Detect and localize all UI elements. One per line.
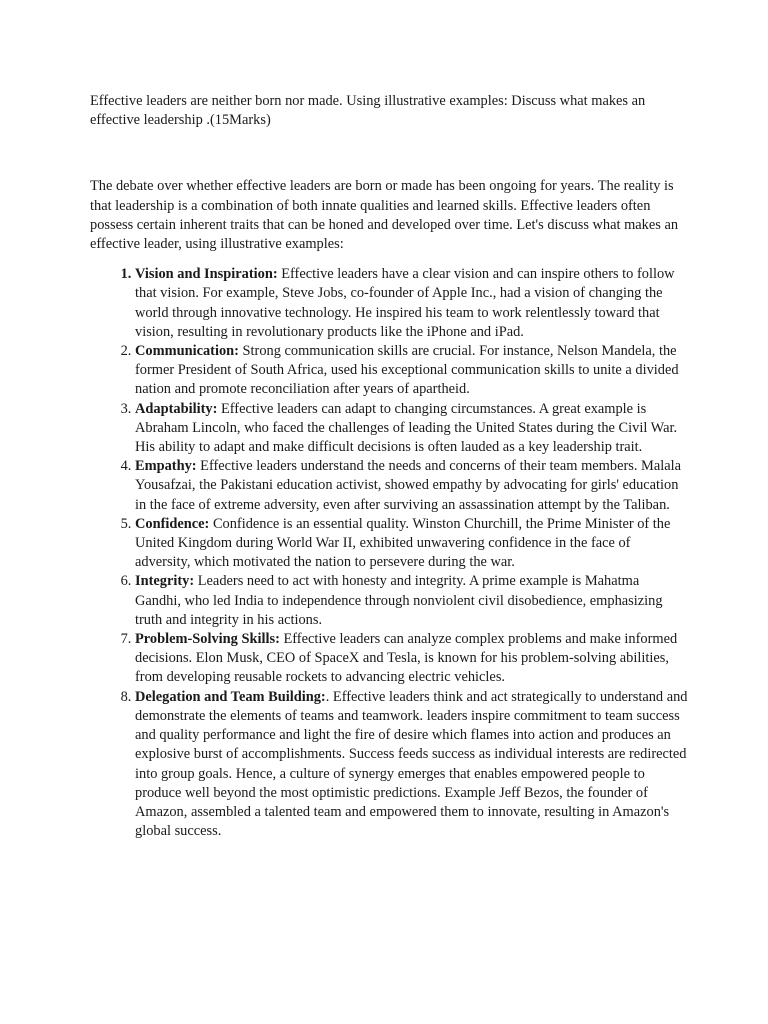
point-term: Vision and Inspiration: <box>135 266 278 283</box>
point-term: Delegation and Team Building: <box>135 688 326 705</box>
list-item <box>135 572 688 630</box>
point-term: Empathy: <box>135 458 197 475</box>
point-text: Effective leaders have a clear vision and can inspire others to follow that vision. For example, Steve Jobs, co-founder of Apple Inc., had a vision of changing the world through innovative technology. He inspired his team to work relentlessly toward that vision, resulting in revolutionary products like the iPhone and iPad. <box>135 266 675 340</box>
list-item <box>135 400 688 458</box>
point-term: Integrity: <box>135 573 195 590</box>
point-term: Communication: <box>135 343 239 360</box>
point-text: Strong communication skills are crucial. For instance, Nelson Mandela, the former President of South Africa, used his exceptional communication skills to unite a divided nation and promote reconciliation after years of apartheid. <box>135 343 679 398</box>
point-text: Confidence is an essential quality. Winston Churchill, the Prime Minister of the United Kingdom during World War II, exhibited unwavering confidence in the face of adversity, which motivated the nation to persevere during the war. <box>135 515 671 571</box>
point-term: Confidence: <box>135 515 210 532</box>
list-item <box>135 457 688 515</box>
list-item <box>135 688 688 842</box>
point-text: Effective leaders can analyze complex problems and make informed decisions. Elon Musk, CEO of SpaceX and Tesla, is known for his problem-solving abilities, from developing reusable rockets to advancing electric vehicles. <box>135 631 678 686</box>
list-item <box>135 515 688 573</box>
point-text: Leaders need to act with honesty and integrity. A prime example is Mahatma Gandhi, who led India to independence through nonviolent civil disobedience, emphasizing truth and integrity in his actions. <box>135 573 663 628</box>
leadership-points-list <box>90 265 688 841</box>
point-text: Effective leaders understand the needs and concerns of their team members. Malala Yousafzai, the Pakistani education activist, showed empathy by advocating for girls' education in the face of extreme adversity, even after surviving an assassination attempt by the Taliban. <box>135 458 681 513</box>
question-text: Effective leaders are neither born nor made. Using illustrative examples: Discuss what makes an effective leadership .(15Marks) <box>90 93 646 129</box>
intro-paragraph: The debate over whether effective leaders are born or made has been ongoing for years. The reality is that leadership is a combination of both innate qualities and learned skills. Effective leaders often possess certain inherent traits that can be honed and developed over time. Let's discuss what makes an effective leader, using illustrative examples: <box>90 178 679 253</box>
point-text: Effective leaders can adapt to changing circumstances. A great example is Abraham Lincoln, who faced the challenges of leading the United States during the Civil War. His ability to adapt and make difficult decisions is often lauded as a key leadership trait. <box>135 400 678 456</box>
point-term: Problem-Solving Skills: <box>135 631 280 648</box>
point-term: Adaptability: <box>135 400 218 417</box>
list-item <box>135 265 688 342</box>
list-item <box>135 342 688 400</box>
list-item <box>135 630 688 688</box>
point-text: . Effective leaders think and act strategically to understand and demonstrate the elements of teams and teamwork. leaders inspire commitment to team success and quality performance and light the fire of desire which flames into action and produces an explosive burst of accomplishments. Success feeds success as individual interests are redirected into group goals. Hence, a culture of synergy emerges that enables empowered people to produce well beyond the most optimistic predictions. Example Jeff Bezos, the founder of Amazon, assembled a talented team and empowered them to innovate, resulting in Amazon's global success. <box>135 688 688 840</box>
document-page <box>90 92 688 841</box>
